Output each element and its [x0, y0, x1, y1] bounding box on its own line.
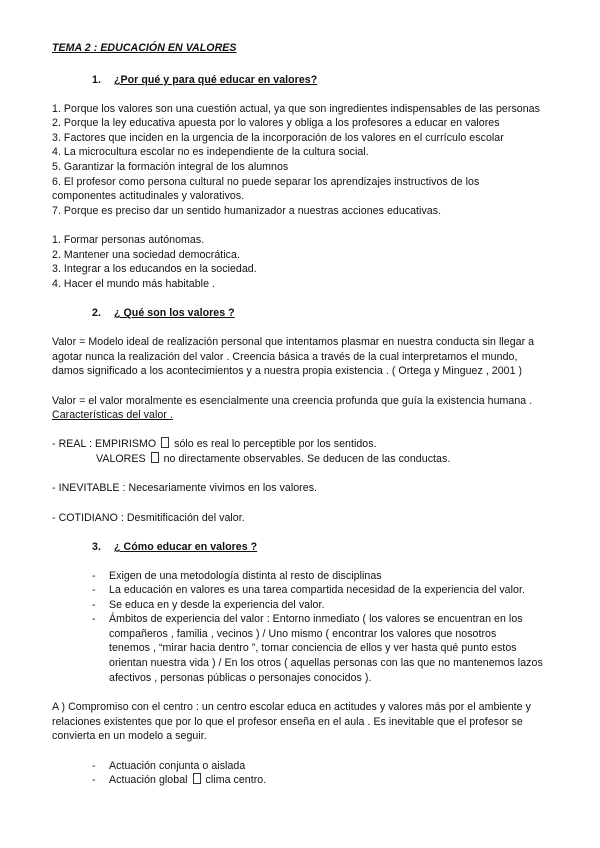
reason-7: 7. Porque es preciso dar un sentido humanizador a nuestras acciones educativas.	[52, 205, 442, 217]
goal-2: 2. Mantener una sociedad democrática.	[52, 249, 240, 261]
characteristic-inevitable: - INEVITABLE : Necesariamente vivimos en los valores.	[52, 482, 318, 494]
bullet-2: La educación en valores es una tarea compartida necesidad de la experiencia del valor.	[109, 584, 525, 596]
reason-5: 5. Garantizar la formación integral de los alumnos	[52, 161, 289, 173]
ambitos-line-2: compañeros , familia , vecinos ) / Uno mismo ( encontrar los valores que nosotros	[109, 628, 497, 640]
compromiso-line-1: A ) Compromiso con el centro : un centro escolar educa en actitudes y valores más por el ambiente y	[52, 701, 531, 713]
reason-1: 1. Porque los valores son una cuestión actual, ya que son ingredientes indispensables de las personas	[52, 103, 540, 115]
reason-6-cont: componentes actitudinales y valorativos.	[52, 190, 245, 202]
bullet-dash: -	[92, 613, 96, 625]
ambitos-line-5: afectivos , personas públicas o personajes conocidos ).	[109, 672, 372, 684]
bullet-dash: -	[92, 760, 96, 772]
bullet-dash: -	[92, 774, 96, 786]
reason-4: 4. La microcultura escolar no es independiente de la cultura social.	[52, 146, 369, 158]
actuacion-2: Actuación global clima centro.	[109, 774, 267, 786]
bullet-dash: -	[92, 570, 96, 582]
bullet-1: Exigen de una metodología distinta al resto de disciplinas	[109, 570, 382, 582]
characteristic-real: - REAL : EMPIRISMO sólo es real lo perceptible por los sentidos.	[52, 438, 377, 450]
bullet-dash: -	[92, 584, 96, 596]
definition-1-line-3: damos significado a los acontecimientos y a nuestra propia existencia . ( Ortega y Minguez , 2001 )	[52, 365, 523, 377]
arrow-glyph-icon	[161, 437, 169, 448]
ambitos-line-1: Ámbitos de experiencia del valor : Entorno inmediato ( los valores se encuentran en los	[109, 613, 523, 625]
characteristics-label: Características del valor .	[52, 409, 173, 421]
definition-1-line-1: Valor = Modelo ideal de realización personal que intentamos plasmar en nuestra conducta sin llegar a	[52, 336, 535, 348]
reason-3: 3. Factores que inciden en la urgencia de la incorporación de los valores en el currículo escolar	[52, 132, 504, 144]
arrow-glyph-icon	[151, 452, 159, 463]
bullet-dash: -	[92, 599, 96, 611]
reason-2: 2. Porque la ley educativa apuesta por lo valores y obliga a los profesores a educar en valores	[52, 117, 500, 129]
goal-1: 1. Formar personas autónomas.	[52, 234, 205, 246]
section-2-heading: 2. ¿ Qué son los valores ?	[92, 307, 235, 319]
actuacion-1: Actuación conjunta o aislada	[109, 760, 246, 772]
ambitos-line-3: tenemos , “mirar hacia dentro ”, tomar conciencia de ellos y ver hasta qué punto estos	[109, 642, 517, 654]
definition-1-line-2: agotar nunca la realización del valor . Creencia básica a través de la cual interpretamos el mundo,	[52, 351, 518, 363]
goal-3: 3. Integrar a los educandos en la sociedad.	[52, 263, 257, 275]
document-title: TEMA 2 : EDUCACIÓN EN VALORES	[52, 42, 237, 54]
characteristic-cotidiano: - COTIDIANO : Desmitificación del valor.	[52, 512, 245, 524]
compromiso-line-3: convierta en un modelo a seguir.	[52, 730, 207, 742]
compromiso-line-2: relaciones existentes que por lo que el profesor enseña en el aula . Es inevitable que el profesor se	[52, 716, 523, 728]
ambitos-line-4: orientan nuestra vida ) / En los otros ( aquellas personas con las que no mantenemos lazos	[109, 657, 543, 669]
section-1-heading: 1. ¿Por qué y para qué educar en valores?	[92, 74, 318, 86]
characteristic-valores: VALORES no directamente observables. Se deducen de las conductas.	[96, 453, 451, 465]
reason-6: 6. El profesor como persona cultural no puede separar los aprendizajes instructivos de los	[52, 176, 480, 188]
bullet-3: Se educa en y desde la experiencia del valor.	[109, 599, 325, 611]
arrow-glyph-icon	[193, 773, 201, 784]
goal-4: 4. Hacer el mundo más habitable .	[52, 278, 215, 290]
definition-2: Valor = el valor moralmente es esencialmente una creencia profunda que guía la existencia humana .	[52, 395, 533, 407]
section-3-heading: 3. ¿ Cómo educar en valores ?	[92, 541, 258, 553]
